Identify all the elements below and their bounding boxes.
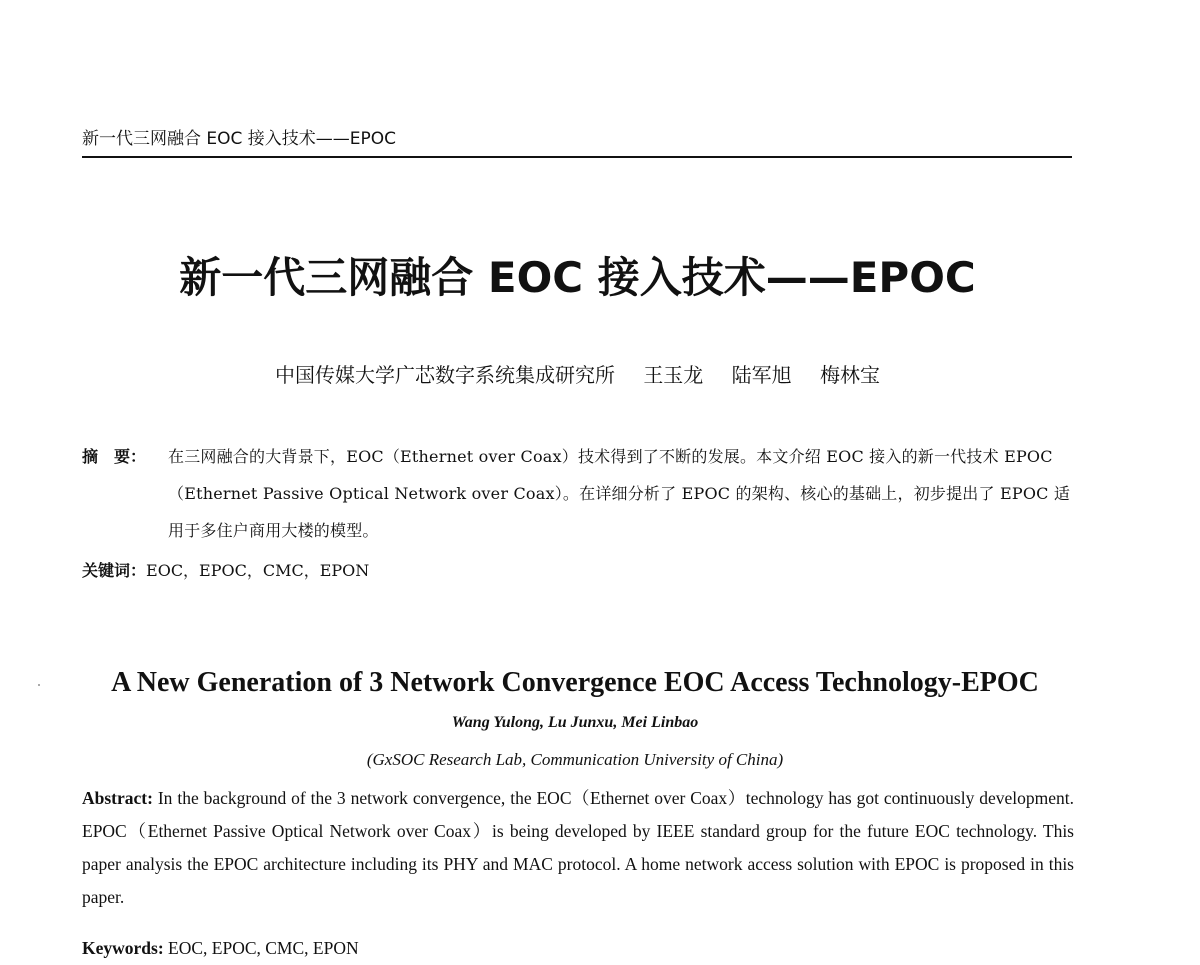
chinese-authors [0,360,1155,390]
author-name: 梅林宝 [820,363,881,387]
chinese-keywords-text: EOC，EPOC，CMC，EPON [146,561,370,580]
english-affiliation: (GxSOC Research Lab, Communication University of China) [366,750,784,769]
english-authors: Wang Yulong, Lu Junxu, Mei Linbao [451,714,699,731]
english-abstract-label: Abstract: [82,788,153,808]
english-keywords-label: Keywords: [82,938,164,958]
chinese-abstract-label: 摘 要： [82,447,147,466]
chinese-abstract-text: 在三网融合的大背景下，EOC（Ethernet over Coax）技术得到了不断的发展。本文介绍 EOC 接入的新一代技术 EPOC（Ethernet Passive Optical Network over Coax）。在详细分析了 EPOC 的架构、核心的基础上，初步提出了 EPOC 适用于多住户商用大楼的模型。 [168,447,1071,540]
chinese-keywords-label: 关键词： [82,561,147,580]
english-abstract [82,782,1074,914]
author-affiliation: 中国传媒大学广芯数字系统集成研究所 [274,363,615,387]
author-name: 陆军旭 [731,363,792,387]
chinese-abstract [82,438,1082,549]
english-keywords-text: EOC, EPOC, CMC, EPON [168,938,359,958]
english-abstract-text: In the background of the 3 network convergence, the EOC（Ethernet over Coax）technology has got continuously development. EPOC（Ethernet Passive Optical Network over Coax）is being developed by IEEE standard group for the future EOC technology. This paper analysis the EPOC architecture including its PHY and MAC protocol. A home network access solution with EPOC is proposed in this paper. [82,788,1074,907]
running-header: 新一代三网融合 EOC 接入技术——EPOC [82,128,1072,158]
chinese-keywords [82,556,1082,586]
chinese-title: 新一代三网融合 EOC 接入技术——EPOC [179,253,976,302]
english-keywords [82,932,1074,965]
english-title: A New Generation of 3 Network Convergence EOC Access Technology-EPOC [111,667,1039,698]
author-name: 王玉龙 [643,363,704,387]
